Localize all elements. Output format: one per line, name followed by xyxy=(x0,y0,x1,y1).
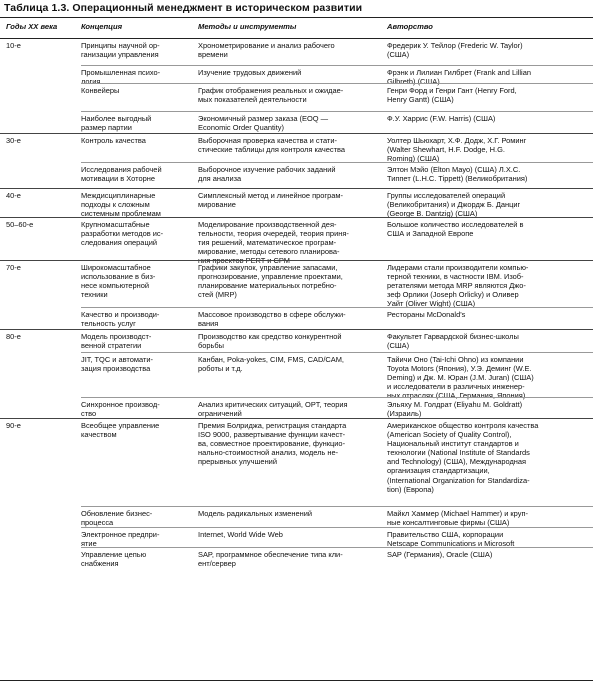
cell-period: 70-е xyxy=(6,263,21,272)
cell-period: 30-е xyxy=(6,136,21,145)
table-caption: Таблица 1.3. Операционный менеджмент в историческом развитии xyxy=(4,2,363,14)
row-separator xyxy=(81,65,593,66)
period-separator xyxy=(0,418,593,419)
cell-concept: Обновление бизнес- процесса xyxy=(81,509,153,528)
cell-methods: Моделирование производственной дея- тельности, теория очередей, теория приня- тия решений, математическое програм- мирование, методы сетевого планирова- ния проектов PERT и CPM xyxy=(198,220,349,266)
cell-methods: Выборочное изучение рабочих заданий для анализа xyxy=(198,165,336,184)
row-separator xyxy=(81,352,593,353)
period-separator xyxy=(0,329,593,330)
table-row xyxy=(0,550,593,568)
cell-period xyxy=(6,68,81,86)
cell-period xyxy=(6,355,81,400)
cell-concept: Конвейеры xyxy=(81,86,120,95)
header-authors: Авторство xyxy=(387,22,433,31)
cell-author: Уолтер Шьюхарт, Х.Ф. Додж, Х.Г. Роминг (Walter Shewhart, H.F. Dodge, H.G. Roming) (США) xyxy=(387,136,527,164)
table-row xyxy=(0,41,593,59)
cell-period: 40-е xyxy=(6,191,21,200)
cell-author: Рестораны McDonald's xyxy=(387,310,466,319)
cell-period xyxy=(6,509,81,527)
cell-period xyxy=(6,86,81,104)
cell-methods: Internet, World Wide Web xyxy=(198,530,283,539)
table-row xyxy=(0,86,593,104)
cell-author: Ф.У. Харрис (F.W. Harris) (США) xyxy=(387,114,496,123)
cell-methods: Анализ критических ситуаций, OPT, теория ограничений xyxy=(198,400,348,419)
cell-author: Фредерик У. Тейлор (Frederic W. Taylor) (США) xyxy=(387,41,523,60)
cell-concept: Широкомасштабное использование в биз- несе компьютерной техники xyxy=(81,263,156,300)
cell-methods: Графики закупок, управление запасами, прогнозирование, управление проектами, планирование материальных потребно- стей (MRP) xyxy=(198,263,343,300)
cell-author: Эльяху М. Голдрат (Eliyahu M. Goldratt) (Израиль) xyxy=(387,400,523,419)
cell-concept: Крупномасштабные разработки методов ис- следования операций xyxy=(81,220,164,248)
row-separator xyxy=(81,527,593,528)
cell-concept: Промышленная психо- логия xyxy=(81,68,161,87)
cell-period xyxy=(6,114,81,132)
table-row xyxy=(0,355,593,400)
cell-concept: Всеобщее управление качеством xyxy=(81,421,160,440)
period-separator xyxy=(0,217,593,218)
cell-author: Фрэнк и Лилиан Гилбрет (Frank and Lillian Gilbreth) (США) xyxy=(387,68,531,87)
cell-methods: Выборочная проверка качества и стати- стические таблицы для контроля качества xyxy=(198,136,346,155)
cell-concept: Электронное предпри- ятие xyxy=(81,530,160,549)
cell-concept: Наиболее выгодный размер партии xyxy=(81,114,152,133)
cell-methods: Канбан, Poka-yokes, CIM, FMS, CAD/CAM, роботы и т.д. xyxy=(198,355,344,374)
row-separator xyxy=(81,307,593,308)
cell-author: Майкл Хаммер (Michael Hammer) и круп- ные консалтинговые фирмы (США) xyxy=(387,509,528,528)
row-separator xyxy=(81,162,593,163)
cell-methods: Производство как средство конкурентной борьбы xyxy=(198,332,342,351)
table-row xyxy=(0,332,593,350)
cell-methods: График отображения реальных и ожидае- мых показателей деятельности xyxy=(198,86,344,105)
cell-author: Американское общество контроля качества (American Society of Quality Control), Национальный институт стандартов и технологии (National Institute of Standards and Technology) (США), Международная организация стандартизации, (International Organization for Standardiza- tion) (Европа) xyxy=(387,421,539,494)
cell-period xyxy=(6,550,81,568)
cell-author: Факультет Гарвардской бизнес-школы (США) xyxy=(387,332,519,351)
cell-author: Большое количество исследователей в США и Западной Европе xyxy=(387,220,524,239)
cell-concept: Качество и производи- тельность услуг xyxy=(81,310,160,329)
row-separator xyxy=(81,111,593,112)
table-row xyxy=(0,310,593,328)
cell-methods: Массовое производство в сфере обслужи- вания xyxy=(198,310,346,329)
table-top-rule xyxy=(0,17,593,18)
cell-methods: Симплексный метод и линейное програм- мирование xyxy=(198,191,344,210)
cell-period: 80-е xyxy=(6,332,21,341)
period-separator xyxy=(0,188,593,189)
row-separator xyxy=(81,397,593,398)
table-row xyxy=(0,530,593,548)
cell-period: 90-е xyxy=(6,421,21,430)
cell-period xyxy=(6,165,81,183)
table-row xyxy=(0,220,593,265)
table-row xyxy=(0,400,593,418)
header-years: Годы XX века xyxy=(6,22,58,31)
cell-concept: Контроль качества xyxy=(81,136,146,145)
cell-concept: JIT, TQC и автомати- зация производства xyxy=(81,355,153,374)
table-row xyxy=(0,421,593,494)
cell-methods: Экономичный размер заказа (EOQ — Economic Order Quantity) xyxy=(198,114,329,133)
cell-author: SAP (Германия), Oracle (США) xyxy=(387,550,493,559)
cell-period xyxy=(6,530,81,548)
table-row xyxy=(0,136,593,163)
table-row xyxy=(0,509,593,527)
cell-period xyxy=(6,310,81,328)
cell-concept: Модель производст- венной стратегии xyxy=(81,332,152,351)
row-separator xyxy=(81,83,593,84)
cell-concept: Принципы научной ор- ганизации управления xyxy=(81,41,160,60)
row-separator xyxy=(81,506,593,507)
table-row xyxy=(0,114,593,132)
cell-methods: Изучение трудовых движений xyxy=(198,68,302,77)
cell-methods: Хронометрирование и анализ рабочего времени xyxy=(198,41,335,60)
cell-period xyxy=(6,400,81,418)
cell-author: Правительство США, корпорации Netscape Communications и Microsoft xyxy=(387,530,515,549)
cell-concept: Управление цепью снабжения xyxy=(81,550,147,569)
header-concept: Концепция xyxy=(81,22,123,31)
cell-author: Лидерами стали производители компью- терной техники, в частности IBM. Изоб- ретателями метода MRP являются Джо- зеф Орлики (Joseph Orlicky) и Оливер Уайт (Oliver Wight) (США) xyxy=(387,263,529,309)
cell-methods: Модель радикальных изменений xyxy=(198,509,313,518)
cell-author: Генри Форд и Генри Гант (Henry Ford, Henry Gantt) (США) xyxy=(387,86,517,105)
table-row xyxy=(0,191,593,218)
period-separator xyxy=(0,260,593,261)
cell-concept: Исследования рабочей мотивации в Хоторне xyxy=(81,165,162,184)
cell-methods: SAP, программное обеспечение типа кли- ент/сервер xyxy=(198,550,343,569)
period-separator xyxy=(0,133,593,134)
cell-period: 50–60-е xyxy=(6,220,34,229)
table-row xyxy=(0,263,593,308)
cell-period: 10-е xyxy=(6,41,21,50)
row-separator xyxy=(81,547,593,548)
cell-author: Элтон Мэйо (Elton Mayo) (США) Л.Х.С. Типпет (L.H.C. Tippett) (Великобритания) xyxy=(387,165,528,184)
cell-concept: Синхронное производ- ство xyxy=(81,400,160,419)
cell-author: Тайичи Оно (Tai-Ichi Ohno) из компании Toyota Motors (Япония), У.Э. Деминг (W.E. Deming) и Дж. М. Юран (J.M. Juran) (США) и исследователи в различных инженер- ных отраслях (США, Германия, Япония) xyxy=(387,355,534,401)
table-bottom-rule xyxy=(0,680,593,681)
cell-author: Группы исследователей операций (Великобритания) и Джордж Б. Данциг (George B. Dantzig) (США) xyxy=(387,191,521,219)
cell-concept: Междисциплинарные подходы к сложным системным проблемам xyxy=(81,191,161,219)
table-row xyxy=(0,165,593,183)
header-bottom-rule xyxy=(0,38,593,39)
cell-methods: Премия Болриджа, регистрация стандарта ISO 9000, развертывание функции качест- ва, совместное проектирование, функцио- нально-стоимостной анализ, модель не- прерывных улучшений xyxy=(198,421,347,467)
header-methods: Методы и инструменты xyxy=(198,22,297,31)
